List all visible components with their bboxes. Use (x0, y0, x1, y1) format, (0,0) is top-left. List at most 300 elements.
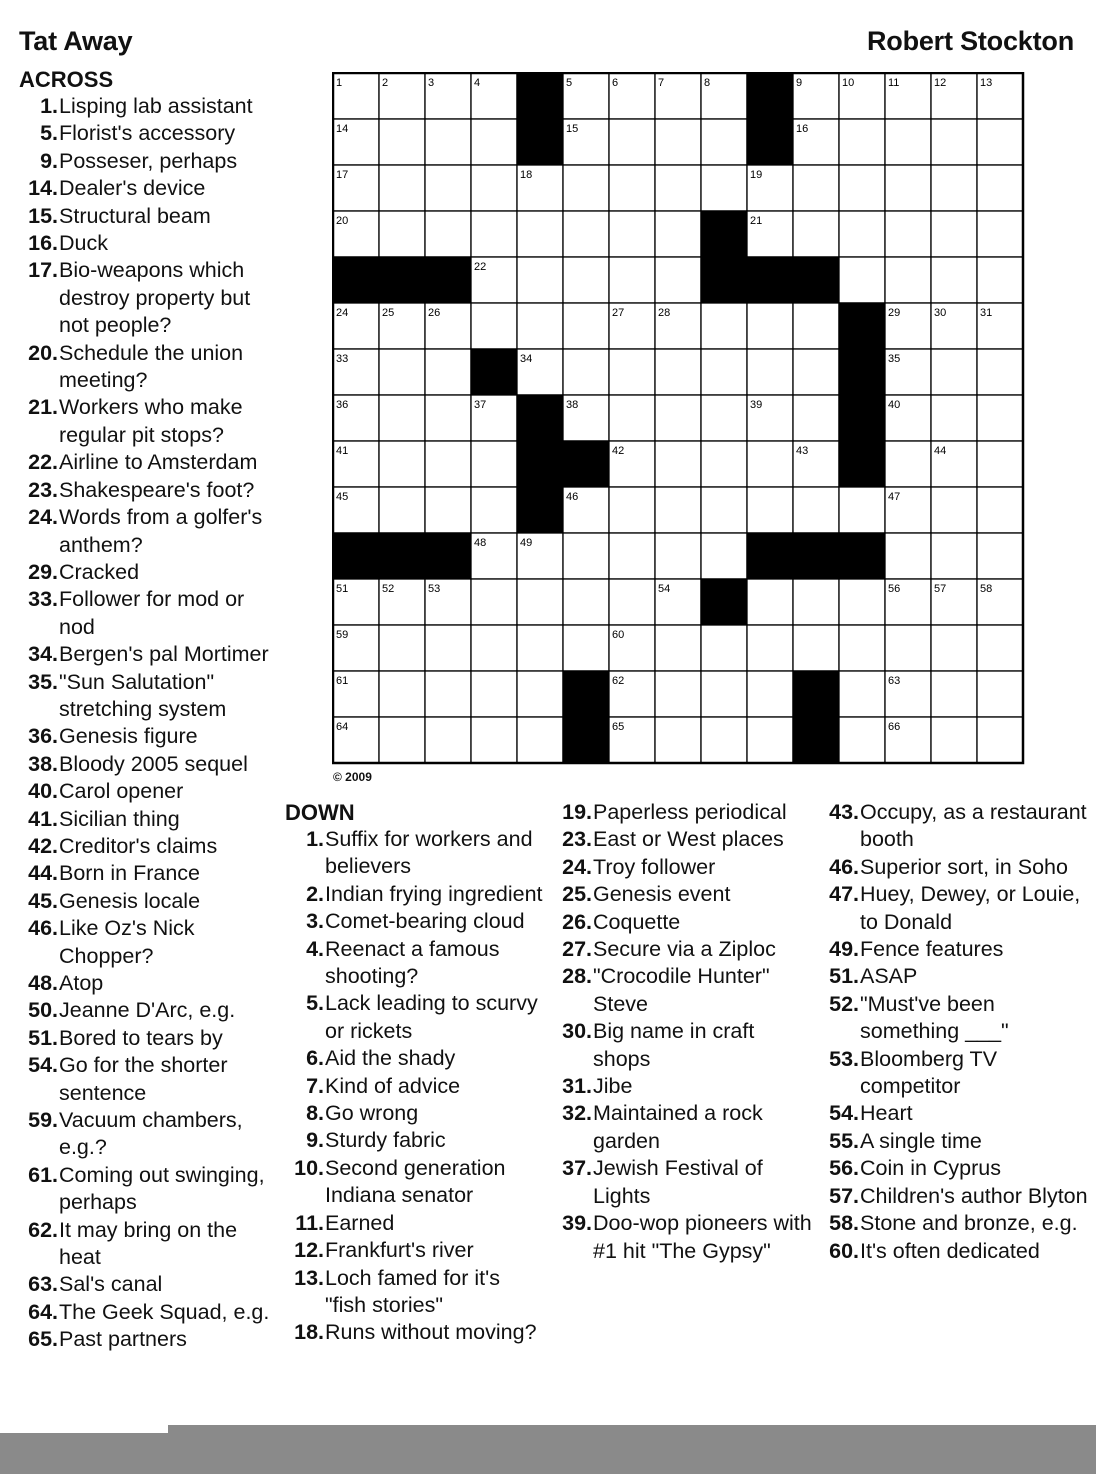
black-square (563, 717, 609, 763)
clue-number: 59. (28, 1108, 58, 1133)
across-clue-list (19, 66, 281, 1354)
clue-text: Fence features (860, 937, 1004, 962)
cell-number: 16 (796, 123, 809, 135)
cell-number: 63 (888, 675, 901, 687)
grid-cell[interactable] (977, 257, 1023, 303)
clue-text: Genesis locale (59, 888, 201, 913)
grid-cell[interactable] (931, 211, 977, 257)
grid-cell[interactable] (609, 165, 655, 211)
grid-cell[interactable] (655, 395, 701, 441)
grid-cell[interactable] (563, 625, 609, 671)
grid-cell[interactable] (701, 533, 747, 579)
grid-cell[interactable] (471, 165, 517, 211)
clue-number: 31. (562, 1074, 592, 1099)
black-square (425, 533, 471, 579)
clue-text: Workers who make regular pit stops? (59, 395, 243, 447)
clue-number: 38. (28, 751, 58, 776)
cell-number: 1 (336, 77, 343, 89)
clue-text: "Sun Salutation" stretching system (59, 669, 227, 721)
grid-cell[interactable] (471, 671, 517, 717)
cell-number: 25 (382, 307, 395, 319)
grid-cell[interactable] (517, 257, 563, 303)
grid-cell[interactable] (563, 257, 609, 303)
grid-cell[interactable] (977, 395, 1023, 441)
cell-number: 54 (658, 583, 671, 595)
grid-cell[interactable] (655, 441, 701, 487)
clue-number: 29. (28, 559, 58, 584)
grid-cell[interactable] (563, 533, 609, 579)
clue-number: 13. (294, 1265, 324, 1290)
across-clue (19, 1107, 281, 1162)
grid-cell[interactable] (839, 165, 885, 211)
grid-cell[interactable] (701, 165, 747, 211)
black-square (839, 441, 885, 487)
grid-cell[interactable] (517, 625, 563, 671)
grid-cell[interactable] (425, 441, 471, 487)
clue-text: Atop (59, 971, 104, 995)
grid-cell[interactable] (977, 671, 1023, 717)
grid-cell[interactable] (379, 349, 425, 395)
clue-number: 24. (562, 854, 592, 879)
cell-number: 15 (566, 123, 579, 135)
grid-cell[interactable] (379, 625, 425, 671)
clue-text: Aid the shady (325, 1046, 456, 1071)
clue-number: 9. (40, 148, 58, 173)
grid-cell[interactable] (839, 579, 885, 625)
grid-cell[interactable] (379, 717, 425, 763)
clue-number: 24. (28, 505, 58, 530)
grid-cell[interactable] (563, 211, 609, 257)
grid-cell[interactable] (701, 349, 747, 395)
cell-number: 61 (336, 675, 349, 687)
cell-number: 58 (980, 583, 993, 595)
grid-cell[interactable] (931, 119, 977, 165)
black-square (747, 257, 793, 303)
grid-cell[interactable] (655, 349, 701, 395)
grid-cell[interactable] (563, 349, 609, 395)
grid-cell[interactable] (885, 257, 931, 303)
across-clue (19, 641, 281, 668)
grid-cell[interactable] (471, 303, 517, 349)
grid-cell[interactable] (931, 533, 977, 579)
cell-number: 53 (428, 583, 441, 595)
grid-cell[interactable] (839, 671, 885, 717)
cell-number: 8 (704, 77, 711, 89)
clue-number: 40. (28, 779, 58, 804)
black-square (333, 257, 379, 303)
clue-number: 49. (829, 937, 859, 962)
grid-cell[interactable] (471, 625, 517, 671)
grid-cell[interactable] (425, 717, 471, 763)
clue-number: 63. (28, 1272, 58, 1297)
grid-cell[interactable] (931, 671, 977, 717)
clue-text: Coming out swinging, perhaps (59, 1162, 265, 1215)
grid-cell[interactable] (701, 395, 747, 441)
clue-number: 58. (829, 1211, 859, 1236)
clue-number: 9. (306, 1128, 324, 1153)
grid-cell[interactable] (379, 165, 425, 211)
grid-cell[interactable] (747, 579, 793, 625)
clue-text: Maintained a rock garden (593, 1101, 763, 1153)
clue-text: Sal's canal (59, 1272, 163, 1297)
cell-number: 12 (934, 77, 947, 89)
clue-number: 61. (28, 1162, 58, 1187)
clue-number: 14. (28, 176, 58, 201)
black-square (747, 533, 793, 579)
down-clue (820, 936, 1090, 963)
grid-cell[interactable] (793, 395, 839, 441)
cell-number: 36 (336, 399, 349, 411)
clue-number: 11. (295, 1210, 324, 1235)
grid-cell[interactable] (563, 303, 609, 349)
clue-text: Schedule the union meeting? (59, 340, 244, 393)
across-clue (19, 203, 281, 230)
black-square (747, 73, 793, 119)
grid-cell[interactable] (425, 211, 471, 257)
grid-cell[interactable] (839, 257, 885, 303)
grid-cell[interactable] (425, 625, 471, 671)
down-clue (553, 881, 815, 908)
cell-number: 3 (428, 77, 435, 89)
grid-cell[interactable] (839, 487, 885, 533)
grid-cell[interactable] (471, 441, 517, 487)
cell-number: 5 (566, 77, 573, 89)
down-clue (553, 854, 815, 881)
across-clue (19, 997, 281, 1024)
clue-text: "Must've been something ___" (860, 991, 1009, 1044)
cell-number: 20 (336, 215, 349, 227)
grid-cell[interactable] (931, 625, 977, 671)
cell-number: 19 (750, 169, 763, 181)
grid-cell[interactable] (655, 717, 701, 763)
clue-text: Past partners (59, 1327, 187, 1352)
grid-cell[interactable] (425, 487, 471, 533)
clue-number: 43. (829, 800, 859, 824)
grid-cell[interactable] (977, 533, 1023, 579)
clue-text: Reenact a famous shooting? (325, 936, 500, 989)
grid-cell[interactable] (655, 165, 701, 211)
down-clue (553, 1018, 815, 1073)
down-clue (820, 881, 1090, 936)
black-square (839, 303, 885, 349)
black-square (563, 441, 609, 487)
grid-cell[interactable] (471, 487, 517, 533)
across-clue (19, 148, 281, 175)
grid-cell[interactable] (517, 579, 563, 625)
grid-cell[interactable] (517, 303, 563, 349)
grid-cell[interactable] (425, 395, 471, 441)
across-clue (19, 394, 281, 449)
grid-cell[interactable] (839, 119, 885, 165)
grid-cell[interactable] (747, 349, 793, 395)
black-square (793, 671, 839, 717)
clue-text: Bio-weapons which destroy property but not people? (59, 258, 251, 338)
crossword-grid-svg (332, 72, 1027, 767)
across-clue (19, 93, 281, 120)
clue-number: 10. (294, 1155, 324, 1180)
grid-cell[interactable] (977, 211, 1023, 257)
grid-cell[interactable] (839, 211, 885, 257)
grid-cell[interactable] (655, 533, 701, 579)
clue-number: 1. (40, 94, 58, 118)
grid-cell[interactable] (609, 533, 655, 579)
grid-cell[interactable] (977, 625, 1023, 671)
across-clue (19, 175, 281, 202)
cell-number: 51 (336, 583, 349, 595)
grid-cell[interactable] (885, 625, 931, 671)
down-clue (285, 1127, 545, 1154)
clue-text: Coin in Cyprus (860, 1156, 1001, 1181)
clue-text: Indian frying ingredient (325, 881, 543, 906)
grid-cell[interactable] (655, 487, 701, 533)
across-clue (19, 669, 281, 724)
cell-number: 29 (888, 307, 901, 319)
across-clue (19, 559, 281, 586)
cell-number: 34 (520, 353, 533, 365)
across-clue (19, 1217, 281, 1272)
across-clue (19, 751, 281, 778)
cell-number: 44 (934, 445, 947, 457)
clue-text: Stone and bronze, e.g. (860, 1211, 1078, 1236)
down-clue (553, 936, 815, 963)
black-square (793, 717, 839, 763)
clue-text: Jibe (593, 1074, 633, 1099)
grid-cell[interactable] (609, 349, 655, 395)
cell-number: 39 (750, 399, 763, 411)
grid-cell[interactable] (977, 349, 1023, 395)
grid-cell[interactable] (931, 487, 977, 533)
cell-number: 66 (888, 721, 901, 733)
clue-text: Follower for mod or nod (59, 587, 245, 639)
grid-cell[interactable] (655, 119, 701, 165)
grid-cell[interactable] (885, 533, 931, 579)
clue-text: Bergen's pal Mortimer (59, 642, 269, 667)
down-clue (285, 826, 545, 881)
down-clue-list-col1 (285, 799, 545, 1347)
grid-cell[interactable] (701, 625, 747, 671)
down-clue (285, 1073, 545, 1100)
grid-cell[interactable] (609, 257, 655, 303)
grid-cell[interactable] (701, 119, 747, 165)
clue-number: 7. (306, 1073, 324, 1098)
grid-cell[interactable] (379, 211, 425, 257)
grid-cell[interactable] (747, 625, 793, 671)
grid-cell[interactable] (425, 119, 471, 165)
grid-cell[interactable] (747, 303, 793, 349)
grid-cell[interactable] (793, 487, 839, 533)
clue-number: 54. (28, 1053, 58, 1078)
cell-number: 11 (888, 77, 900, 89)
clue-number: 36. (28, 724, 58, 749)
across-clue (19, 723, 281, 750)
grid-cell[interactable] (885, 119, 931, 165)
down-clue (820, 963, 1090, 990)
clue-text: Lisping lab assistant (59, 94, 253, 118)
grid-cell[interactable] (793, 211, 839, 257)
clue-text: Second generation Indiana senator (325, 1155, 506, 1208)
grid-cell[interactable] (609, 119, 655, 165)
grid-cell[interactable] (839, 625, 885, 671)
clue-text: Carol opener (59, 779, 184, 804)
clue-text: Vacuum chambers, e.g.? (59, 1108, 243, 1160)
across-clue (19, 1025, 281, 1052)
down-clue (285, 1265, 545, 1320)
grid-cell[interactable] (977, 441, 1023, 487)
clue-text: Go wrong (325, 1101, 419, 1126)
grid-cell[interactable] (885, 165, 931, 211)
clue-number: 26. (562, 909, 592, 934)
cell-number: 59 (336, 629, 349, 641)
grid-cell[interactable] (563, 165, 609, 211)
grid-cell[interactable] (379, 441, 425, 487)
grid-cell[interactable] (747, 671, 793, 717)
cell-number: 4 (474, 77, 481, 89)
grid-cell[interactable] (839, 717, 885, 763)
down-clue (553, 1155, 815, 1210)
grid-cell[interactable] (931, 395, 977, 441)
clue-text: Bored to tears by (59, 1025, 223, 1050)
down-clue (553, 826, 815, 853)
clue-text: Children's author Blyton (860, 1183, 1088, 1208)
clue-number: 32. (562, 1101, 592, 1126)
grid-cell[interactable] (793, 303, 839, 349)
clue-number: 46. (829, 854, 859, 879)
clue-number: 5. (306, 991, 324, 1016)
black-square (701, 211, 747, 257)
cell-number: 18 (520, 169, 533, 181)
cell-number: 45 (336, 491, 349, 503)
grid-cell[interactable] (701, 441, 747, 487)
across-clue (19, 477, 281, 504)
grid-cell[interactable] (977, 165, 1023, 211)
down-clue (820, 1100, 1090, 1127)
clue-text: Suffix for workers and believers (325, 827, 533, 879)
cell-number: 65 (612, 721, 625, 733)
down-clue (820, 991, 1090, 1046)
grid-cell[interactable] (379, 119, 425, 165)
clue-number: 53. (829, 1046, 859, 1071)
clue-number: 35. (28, 669, 58, 694)
grid-cell[interactable] (977, 119, 1023, 165)
down-clue (820, 854, 1090, 881)
cell-number: 60 (612, 629, 625, 641)
grid-cell[interactable] (931, 257, 977, 303)
clue-text: Sicilian thing (59, 806, 180, 831)
clue-number: 6. (306, 1046, 324, 1071)
grid-cell[interactable] (379, 395, 425, 441)
grid-cell[interactable] (563, 579, 609, 625)
crossword-grid (332, 72, 1027, 767)
across-clue (19, 1299, 281, 1326)
clue-text: A single time (860, 1128, 982, 1153)
grid-cell[interactable] (425, 671, 471, 717)
cell-number: 40 (888, 399, 901, 411)
grid-cell[interactable] (701, 303, 747, 349)
clue-text: Troy follower (593, 854, 716, 879)
down-clue (285, 881, 545, 908)
grid-cell[interactable] (655, 257, 701, 303)
grid-cell[interactable] (379, 671, 425, 717)
grid-cell[interactable] (885, 211, 931, 257)
grid-cell[interactable] (471, 579, 517, 625)
clue-text: ASAP (860, 964, 918, 989)
clue-number: 21. (28, 395, 58, 420)
cell-number: 35 (888, 353, 901, 365)
grid-cell[interactable] (793, 349, 839, 395)
clue-number: 51. (829, 964, 859, 989)
grid-cell[interactable] (793, 625, 839, 671)
grid-cell[interactable] (931, 717, 977, 763)
grid-cell[interactable] (793, 165, 839, 211)
grid-cell[interactable] (747, 441, 793, 487)
clue-number: 62. (28, 1217, 58, 1242)
black-square (701, 257, 747, 303)
clue-text: Doo-wop pioneers with #1 hit "The Gypsy" (593, 1211, 812, 1263)
grid-cell[interactable] (931, 349, 977, 395)
grid-cell[interactable] (609, 211, 655, 257)
clue-number: 19. (562, 800, 592, 824)
grid-cell[interactable] (517, 717, 563, 763)
clue-text: "Crocodile Hunter" Steve (593, 964, 770, 1016)
grid-cell[interactable] (471, 119, 517, 165)
clue-number: 44. (28, 861, 58, 886)
grid-cell[interactable] (471, 717, 517, 763)
grid-cell[interactable] (977, 487, 1023, 533)
grid-cell[interactable] (701, 487, 747, 533)
grid-cell[interactable] (931, 165, 977, 211)
grid-cell[interactable] (425, 349, 471, 395)
grid-cell[interactable] (609, 395, 655, 441)
clue-number: 46. (28, 916, 58, 941)
clue-text: Creditor's claims (59, 833, 218, 858)
black-square (747, 119, 793, 165)
black-square (517, 487, 563, 533)
clue-number: 51. (28, 1025, 58, 1050)
grid-cell[interactable] (655, 671, 701, 717)
black-square (701, 579, 747, 625)
cell-number: 27 (612, 307, 625, 319)
grid-cell[interactable] (701, 671, 747, 717)
grid-cell[interactable] (747, 717, 793, 763)
grid-cell[interactable] (517, 211, 563, 257)
down-heading: DOWN (285, 800, 355, 825)
black-square (793, 533, 839, 579)
clue-text: Kind of advice (325, 1073, 461, 1098)
clue-text: Genesis event (593, 882, 731, 907)
grid-cell[interactable] (655, 625, 701, 671)
grid-cell[interactable] (701, 717, 747, 763)
clue-number: 41. (28, 806, 58, 831)
clue-number: 52. (829, 991, 859, 1016)
grid-cell[interactable] (425, 165, 471, 211)
grid-cell[interactable] (609, 579, 655, 625)
grid-cell[interactable] (471, 211, 517, 257)
grid-cell[interactable] (747, 487, 793, 533)
cell-number: 10 (842, 77, 855, 89)
cell-number: 46 (566, 491, 579, 503)
down-clue (553, 1210, 815, 1265)
grid-cell[interactable] (977, 717, 1023, 763)
grid-cell[interactable] (793, 579, 839, 625)
grid-cell[interactable] (885, 441, 931, 487)
grid-cell[interactable] (517, 671, 563, 717)
cell-number: 48 (474, 537, 487, 549)
grid-cell[interactable] (379, 487, 425, 533)
clue-text: Go for the shorter sentence (59, 1053, 228, 1105)
grid-cell[interactable] (609, 487, 655, 533)
grid-cell[interactable] (655, 211, 701, 257)
down-clue (820, 1128, 1090, 1155)
